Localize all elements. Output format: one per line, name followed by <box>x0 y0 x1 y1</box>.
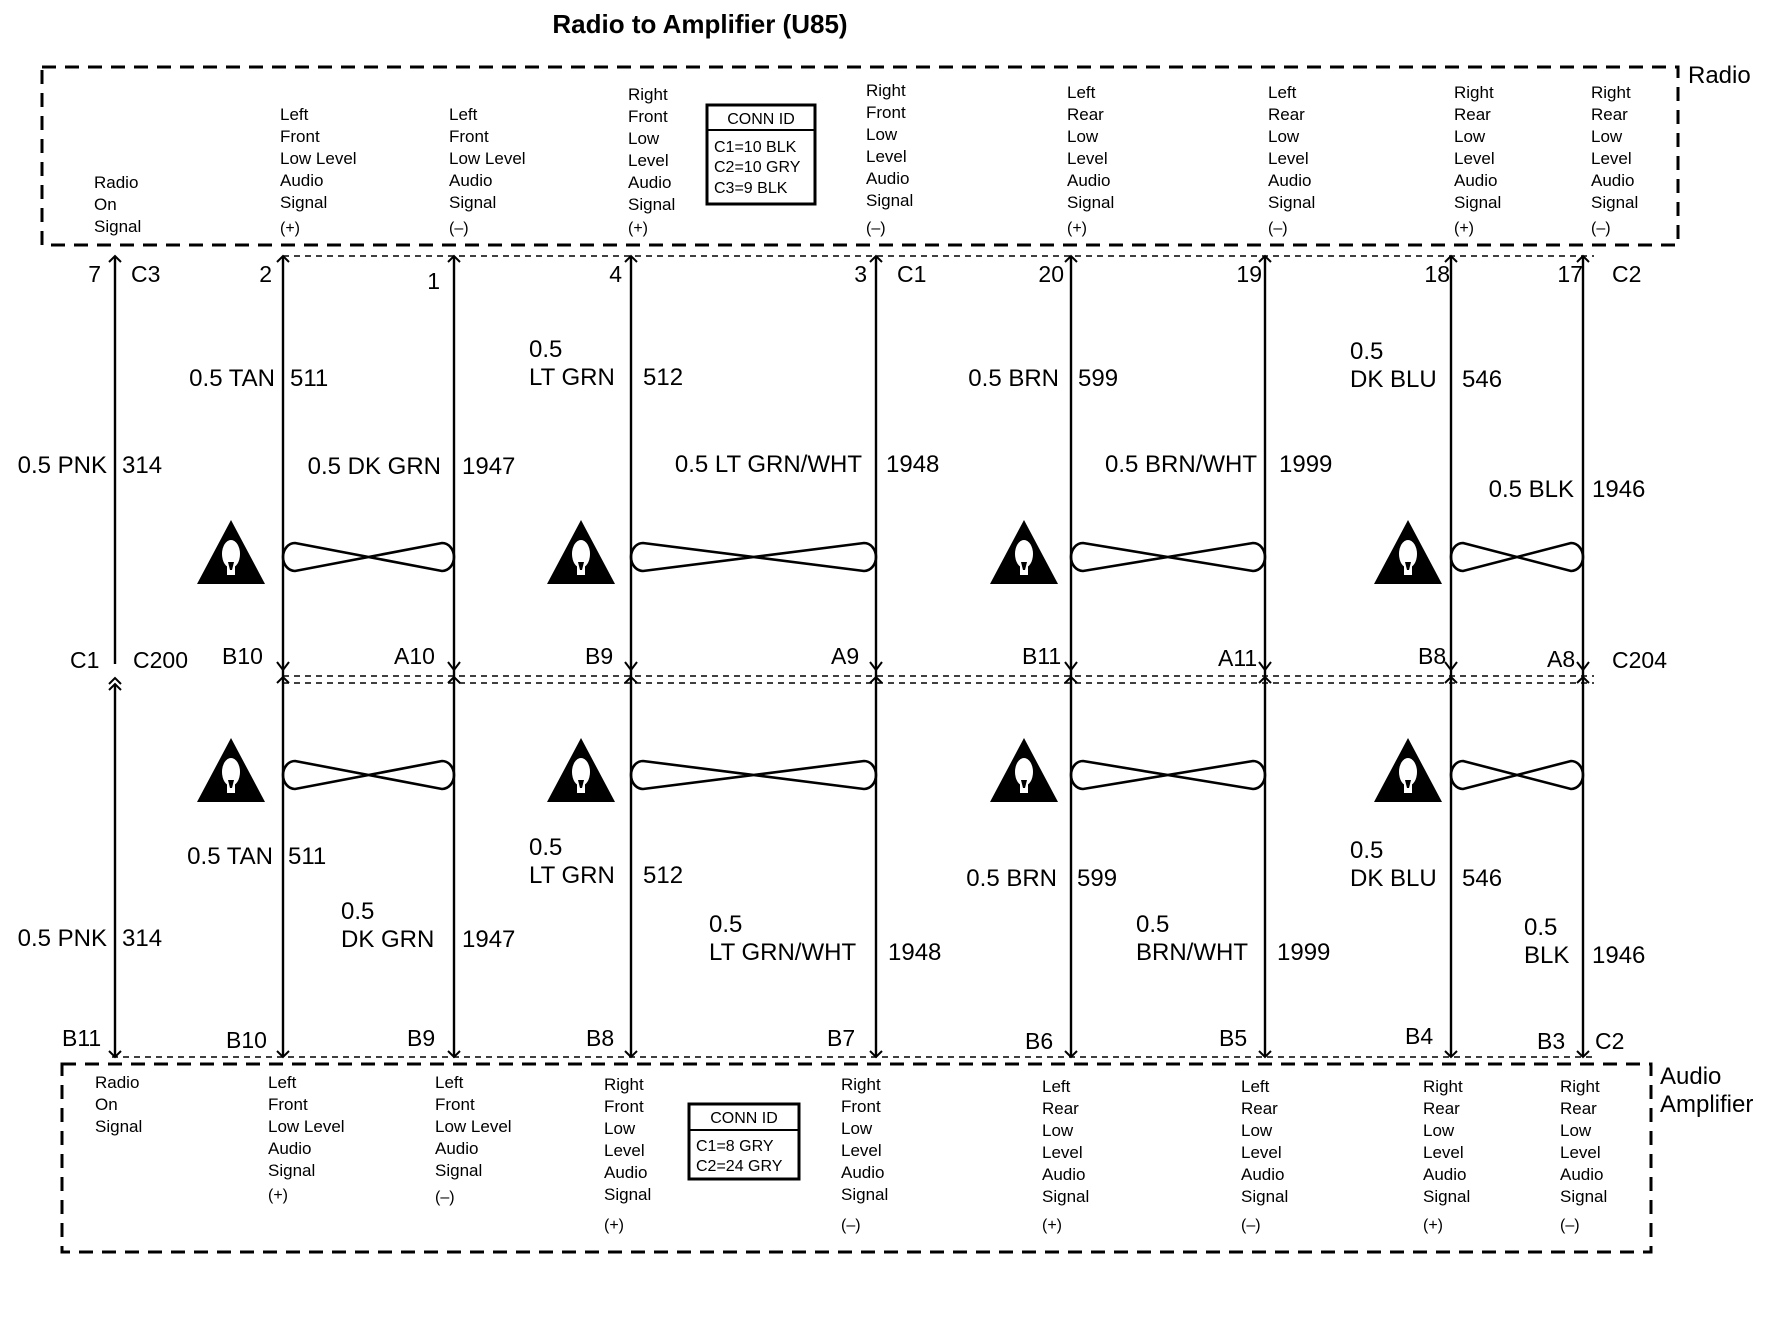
svg-text:RadioOnSignal <box>94 173 141 236</box>
svg-text:RightRearLowLevelAudioSignal(–: Right Rear Low Level Audio Signal (–) <box>1560 1077 1608 1234</box>
svg-text:LeftRearLowLevelAudioSignal(–): Left Rear Low Level Audio Signal (–) <box>1241 1077 1289 1234</box>
pin-number: 7 <box>88 261 101 287</box>
wire-color: 0.5 BRN/WHT <box>1104 451 1257 478</box>
amplifier-pin-numbers <box>62 1023 1624 1054</box>
connector-id: C2 <box>1595 1028 1625 1054</box>
connector-id: C1 <box>70 647 100 673</box>
amplifier-conn-id-box <box>689 1104 799 1179</box>
inline-connectors <box>70 643 1667 683</box>
amplifier-conn-id-header: CONN ID <box>710 1110 778 1127</box>
twisted-pair-symbol <box>1071 761 1265 789</box>
pin-number: A11 <box>1218 645 1258 671</box>
connector-id: C204 <box>1612 647 1667 673</box>
wire-color: 0.5 LT GRN/WHT <box>674 451 862 478</box>
wire-color: 0.5 BRN <box>968 365 1059 392</box>
circuit-number: 599 <box>1078 365 1119 392</box>
wire-color: 0.5 <box>1524 914 1558 941</box>
radio-conn-id-line: C2=10 GRY <box>714 159 801 176</box>
wire-color: BRN/WHT <box>1136 939 1248 966</box>
svg-text:LeftRearLowLevelAudioSignal(–): Left Rear Low Level Audio Signal (–) <box>1268 83 1316 237</box>
radio-conn-id-line: C3=9 BLK <box>714 180 788 197</box>
wire-color: 0.5 <box>1350 338 1384 365</box>
wire-color: 0.5 <box>1350 837 1384 864</box>
circuit-number: 1947 <box>462 453 516 480</box>
wire-color: LT GRN/WHT <box>709 939 857 966</box>
wire-color: DK GRN <box>341 926 435 953</box>
pin-label-line: On <box>94 195 117 214</box>
lower-wire-labels <box>18 834 1646 969</box>
wire-color: 0.5 PNK <box>17 452 107 479</box>
svg-text:LeftFrontLow LevelAudioSignal(: Left Front Low Level Audio Signal (+) <box>268 1073 345 1204</box>
svg-text:LeftRearLowLevelAudioSignal(+): Left Rear Low Level Audio Signal (+) <box>1067 83 1115 237</box>
twisted-pair-symbol <box>1451 761 1583 789</box>
twisted-pair-symbol <box>631 543 876 571</box>
pin-number: B7 <box>827 1025 856 1051</box>
wire-color: 0.5 TAN <box>189 365 275 392</box>
pin-number: B4 <box>1405 1023 1434 1049</box>
twisted-pair-symbol <box>1071 543 1265 571</box>
warning-icon <box>197 738 265 802</box>
wire-conductor <box>870 256 882 1057</box>
amplifier-component <box>62 1023 1753 1252</box>
pin-number: 17 <box>1557 261 1583 287</box>
amplifier-conn-id-line: C2=24 GRY <box>696 1158 783 1175</box>
twisted-pair-symbol <box>631 761 876 789</box>
svg-text:RightFrontLowLevelAudioSignal(: Right Front Low Level Audio Signal (+) <box>604 1075 652 1234</box>
pin-number: B8 <box>586 1025 615 1051</box>
pin-number: B11 <box>62 1025 102 1051</box>
circuit-number: 1999 <box>1279 451 1333 478</box>
warning-icon <box>990 520 1058 584</box>
warning-icon <box>197 520 265 584</box>
pin-number: A9 <box>831 643 860 669</box>
warning-icon <box>990 738 1058 802</box>
warning-icon <box>1374 738 1442 802</box>
svg-text:RightFrontLowLevelAudioSignal(: Right Front Low Level Audio Signal (–) <box>841 1075 889 1234</box>
circuit-number: 599 <box>1077 865 1118 892</box>
connector-id: C200 <box>133 647 188 673</box>
wire-color: DK BLU <box>1350 865 1437 892</box>
svg-text:RightRearLowLevelAudioSignal(–: Right Rear Low Level Audio Signal (–) <box>1591 83 1639 237</box>
pin-number: B11 <box>1022 643 1062 669</box>
pin-number: A8 <box>1547 646 1576 672</box>
wire-conductor <box>277 256 289 1057</box>
wire-conductor <box>1577 256 1589 1057</box>
radio-component <box>42 62 1751 294</box>
svg-text:LeftRearLowLevelAudioSignal(+): Left Rear Low Level Audio Signal (+) <box>1042 1077 1090 1234</box>
wire-color: DK BLU <box>1350 366 1437 393</box>
wire-conductor <box>448 256 460 1057</box>
wire-conductor <box>109 256 121 1057</box>
wire-color: 0.5 <box>709 911 743 938</box>
pin-number: B10 <box>222 643 263 669</box>
circuit-number: 511 <box>290 365 329 392</box>
connector-id: C1 <box>897 261 927 287</box>
connector-id: C3 <box>131 261 161 287</box>
wire-color: 0.5 <box>1136 911 1170 938</box>
svg-text:RightRearLowLevelAudioSignal(+: Right Rear Low Level Audio Signal (+) <box>1423 1077 1471 1234</box>
upper-wire-labels <box>18 336 1646 503</box>
wire-color: 0.5 BRN <box>966 865 1057 892</box>
pin-number: 19 <box>1236 261 1262 287</box>
pin-number: B3 <box>1537 1028 1566 1054</box>
circuit-number: 1947 <box>462 926 516 953</box>
radio-conn-id-line: C1=10 BLK <box>714 139 797 156</box>
amplifier-name-line: Amplifier <box>1660 1091 1754 1118</box>
wire-conductor <box>1065 256 1077 1057</box>
svg-text:RightFrontLowLevelAudioSignal(: Right Front Low Level Audio Signal (+) <box>628 85 676 237</box>
warning-icon <box>547 738 615 802</box>
radio-pin-numbers <box>88 261 1641 294</box>
connector-id: C2 <box>1612 261 1642 287</box>
circuit-number: 546 <box>1462 865 1503 892</box>
wire-conductor <box>1445 256 1457 1057</box>
wire-color: 0.5 PNK <box>17 925 107 952</box>
twisted-pair-symbol <box>1451 543 1583 571</box>
wire-color: LT GRN <box>529 862 615 889</box>
pin-number: B8 <box>1418 643 1447 669</box>
svg-text:LeftFrontLow LevelAudioSignal(: Left Front Low Level Audio Signal (+) <box>280 105 357 237</box>
pin-number: 2 <box>259 261 272 287</box>
wire-color: 0.5 BLK <box>1488 476 1574 503</box>
svg-text:RightFrontLowLevelAudioSignal(: Right Front Low Level Audio Signal (–) <box>866 81 914 237</box>
radio-name: Radio <box>1688 62 1751 89</box>
pin-number: B6 <box>1025 1028 1054 1054</box>
circuit-number: 1999 <box>1277 939 1331 966</box>
diagram-title: Radio to Amplifier (U85) <box>552 9 848 39</box>
svg-text:LeftFrontLow LevelAudioSignal(: Left Front Low Level Audio Signal (–) <box>449 105 526 237</box>
warning-icon <box>1374 520 1442 584</box>
wire-color: LT GRN <box>529 364 615 391</box>
circuit-number: 1946 <box>1592 476 1646 503</box>
wire-color: 0.5 TAN <box>187 843 273 870</box>
pin-number: B5 <box>1219 1025 1248 1051</box>
pin-number: 3 <box>854 261 867 287</box>
pin-label-line: Signal <box>94 217 142 236</box>
wire-color: BLK <box>1524 942 1570 969</box>
svg-text:RadioOnSignal: Radio On Signal <box>95 1073 143 1136</box>
pin-number: 18 <box>1424 261 1450 287</box>
circuit-number: 1946 <box>1592 942 1646 969</box>
pin-number: B9 <box>407 1025 436 1051</box>
svg-text:LeftFrontLow LevelAudioSignal(: Left Front Low Level Audio Signal (–) <box>435 1073 512 1206</box>
circuit-number: 314 <box>122 925 163 952</box>
amplifier-pin-labels <box>95 1073 1607 1234</box>
pin-number: 20 <box>1038 261 1064 287</box>
twisted-pair-symbol <box>283 761 454 789</box>
warning-icon <box>547 520 615 584</box>
pin-number: B9 <box>585 643 614 669</box>
circuit-number: 512 <box>643 862 684 889</box>
wire-color: 0.5 <box>529 336 563 363</box>
wire-color: 0.5 DK GRN <box>307 453 441 480</box>
circuit-number: 546 <box>1462 366 1503 393</box>
pin-number: 1 <box>427 268 440 294</box>
wire-conductor <box>1259 256 1271 1057</box>
twisted-pair-symbol <box>283 543 454 571</box>
circuit-number: 1948 <box>888 939 942 966</box>
pin-label-line: Radio <box>94 173 139 192</box>
pin-number: A10 <box>394 643 435 669</box>
wire-color: 0.5 <box>529 834 563 861</box>
radio-pin-labels <box>94 81 1638 237</box>
circuit-number: 1948 <box>886 451 940 478</box>
radio-conn-id-header: CONN ID <box>727 111 795 128</box>
pin-number: B10 <box>226 1027 267 1053</box>
svg-text:RightRearLowLevelAudioSignal(+: Right Rear Low Level Audio Signal (+) <box>1454 83 1502 237</box>
circuit-number: 511 <box>288 843 327 870</box>
pin-number: 4 <box>609 261 622 287</box>
radio-conn-id-box <box>707 105 815 204</box>
amplifier-conn-id-line: C1=8 GRY <box>696 1138 774 1155</box>
amplifier-name-line: Audio <box>1660 1063 1722 1090</box>
wire-conductor <box>625 256 637 1057</box>
circuit-number: 314 <box>122 452 163 479</box>
wire-color: 0.5 <box>341 898 375 925</box>
circuit-number: 512 <box>643 364 684 391</box>
